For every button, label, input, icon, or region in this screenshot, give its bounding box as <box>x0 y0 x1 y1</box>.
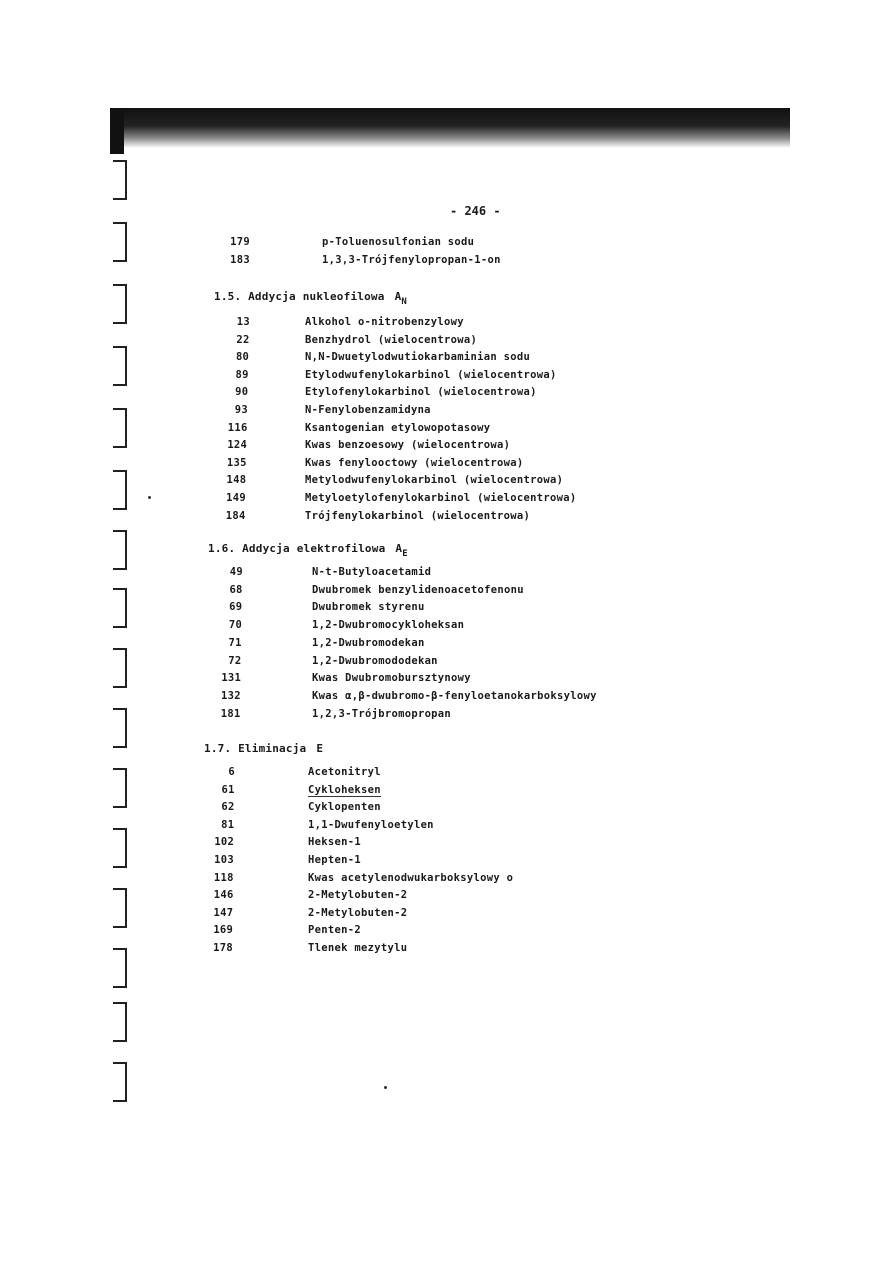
entry-name: p-Toluenosulfonian sodu <box>322 236 475 248</box>
entry-number: 71 <box>228 636 242 649</box>
entry-number: 132 <box>221 689 241 702</box>
binder-hole-mark <box>113 948 127 988</box>
entry-number: 178 <box>213 942 233 954</box>
reaction-symbol <box>394 290 408 307</box>
entry-name: N,N-Dwuetylodwutiokarbaminian sodu <box>305 351 531 364</box>
section-title: 1.5. Addycja nukleofilowa <box>214 290 385 303</box>
entry-name: 1,2,3-Trójbromopropan <box>312 707 452 720</box>
entry-name: Kwas fenylooctowy (wielocentrowa) <box>305 456 524 469</box>
entry-number: 147 <box>213 906 234 919</box>
entry-number: 179 <box>230 236 250 248</box>
entry-number: 103 <box>214 854 234 866</box>
binder-hole-mark <box>113 160 127 200</box>
entry-number: 62 <box>221 801 235 814</box>
entry-number: 72 <box>228 654 242 667</box>
entry-number: 69 <box>229 601 243 614</box>
entry-name: Penten-2 <box>308 924 361 937</box>
entry-number: 89 <box>235 368 249 381</box>
entry-number: 149 <box>226 492 246 504</box>
binder-hole-mark <box>113 828 127 868</box>
symbol-subscript: E <box>402 549 408 559</box>
entry-number: 102 <box>214 836 235 849</box>
entry-number: 80 <box>235 351 250 364</box>
binder-hole-mark <box>113 768 127 808</box>
binder-hole-mark <box>113 648 127 688</box>
entry-name: Heksen-1 <box>308 836 361 849</box>
entry-name: Acetonitryl <box>308 766 381 778</box>
entry-name: Metylodwufenylokarbinol (wielocentrowa) <box>305 474 564 487</box>
entry-name: Kwas Dwubromobursztynowy <box>312 672 471 685</box>
binder-hole-mark <box>113 708 127 748</box>
scan-shadow-band <box>110 108 790 148</box>
entry-name: 1,2-Dwubromodekan <box>312 636 425 649</box>
entry-name: Dwubromek styrenu <box>312 601 425 614</box>
symbol-letter: A <box>394 290 402 303</box>
binder-hole-mark <box>113 1062 127 1102</box>
entry-name: Cykloheksen <box>308 783 381 796</box>
entry-number: 148 <box>226 474 247 487</box>
entry-number: 61 <box>221 783 235 796</box>
reaction-symbol <box>316 742 323 755</box>
entry-name: Etylofenylokarbinol (wielocentrowa) <box>305 386 537 399</box>
entry-name: Kwas acetylenodwukarboksylowy o <box>308 871 514 884</box>
entry-name: Ksantogenian etylowopotasowy <box>305 421 491 434</box>
binder-hole-mark <box>113 408 127 448</box>
entry-name: 2-Metylobuten-2 <box>308 889 408 902</box>
binder-hole-mark <box>113 470 127 510</box>
binder-hole-mark <box>113 588 127 628</box>
entry-number: 70 <box>228 619 243 632</box>
entry-name: Dwubromek benzylidenoacetofenonu <box>312 583 524 596</box>
section-title: 1.7. Eliminacja <box>204 742 307 755</box>
entry-number: 183 <box>230 254 250 266</box>
entry-name: Alkohol o-nitrobenzylowy <box>305 316 464 328</box>
entry-number: 116 <box>227 421 248 434</box>
binder-hole-mark <box>113 888 127 928</box>
entry-name: 1,1-Dwufenyloetylen <box>308 818 434 831</box>
binder-hole-mark <box>113 530 127 570</box>
binder-hole-mark <box>113 284 127 324</box>
symbol-letter: E <box>316 742 324 755</box>
entry-name: Tlenek mezytylu <box>308 942 408 954</box>
entry-number: 184 <box>225 509 246 522</box>
entry-number: 135 <box>226 456 247 469</box>
speck <box>384 1086 387 1089</box>
symbol-letter: A <box>395 542 403 555</box>
entry-number: 146 <box>213 889 234 902</box>
speck <box>148 496 151 499</box>
entry-name: Trójfenylokarbinol (wielocentrowa) <box>305 509 531 522</box>
entry-number: 49 <box>229 566 243 578</box>
entry-number: 93 <box>234 404 248 416</box>
entry-number: 22 <box>236 333 250 346</box>
binder-hole-mark <box>113 346 127 386</box>
entry-name: N-Fenylobenzamidyna <box>305 404 431 416</box>
reaction-symbol <box>395 542 408 559</box>
section-heading <box>204 742 323 759</box>
entry-name: Cyklopenten <box>308 801 381 814</box>
binder-hole-mark <box>113 222 127 262</box>
entry-name: Benzhydrol (wielocentrowa) <box>305 333 478 346</box>
symbol-subscript: N <box>401 297 408 307</box>
entry-number: 124 <box>227 439 248 452</box>
entry-name: Etylodwufenylokarbinol (wielocentrowa) <box>305 368 557 381</box>
entry-name: 1,3,3-Trójfenylopropan-1-on <box>322 254 501 266</box>
section-heading <box>214 290 407 307</box>
entry-name: N-t-Butyloacetamid <box>312 566 432 578</box>
page-number: - 246 - <box>450 204 501 218</box>
entry-number: 81 <box>221 818 235 831</box>
entry-name: Metyloetylofenylokarbinol (wielocentrowa) <box>305 492 577 504</box>
section-heading <box>208 542 408 559</box>
section-title: 1.6. Addycja elektrofilowa <box>208 542 386 555</box>
entry-number: 68 <box>229 583 243 596</box>
entry-name: Hepten-1 <box>308 854 361 866</box>
entry-number: 181 <box>220 707 241 720</box>
entry-number: 131 <box>221 672 242 685</box>
entry-number: 169 <box>213 924 234 937</box>
scan-shadow-corner <box>110 108 124 154</box>
entry-name: 2-Metylobuten-2 <box>308 906 408 919</box>
entry-name: Kwas α,β-dwubromo-β-fenyloetanokarboksylowy <box>312 689 597 702</box>
entry-name: 1,2-Dwubromocykloheksan <box>312 619 465 632</box>
entry-number: 13 <box>236 316 250 328</box>
binder-hole-mark <box>113 1002 127 1042</box>
entry-number: 118 <box>213 871 234 884</box>
entry-number: 6 <box>228 766 235 778</box>
entry-name: Kwas benzoesowy (wielocentrowa) <box>305 439 511 452</box>
entry-name: 1,2-Dwubromododekan <box>312 654 438 667</box>
entry-number: 90 <box>235 386 249 399</box>
